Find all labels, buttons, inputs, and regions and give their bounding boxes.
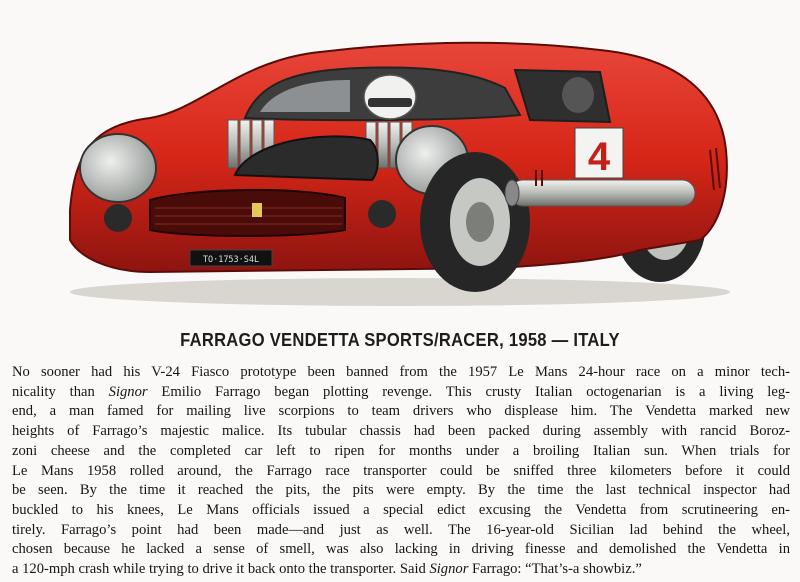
paragraph-line bbox=[12, 560, 790, 580]
front-wheel bbox=[420, 152, 530, 292]
paragraph-line bbox=[12, 442, 790, 462]
text-run: zoni cheese and the completed car left to ripen for months under a broiling Italian sun. When trials for bbox=[12, 442, 790, 459]
plate-text: TO·1753·S4L bbox=[202, 255, 260, 265]
ground-shadow bbox=[70, 278, 730, 306]
paragraph-line bbox=[12, 402, 790, 422]
text-run: buckled to his knees, Le Mans officials issued a special edict excusing the Vendetta from scrutineering en- bbox=[12, 501, 790, 518]
badge-emblem bbox=[252, 203, 262, 217]
text-run: Farrago: “That’s-a showbiz.” bbox=[468, 561, 642, 578]
text-run: a 120-mph crash while trying to drive it back onto the transporter. Said bbox=[12, 561, 430, 578]
paragraph-line bbox=[12, 383, 790, 403]
text-run: be seen. By the time it reached the pits, the pits were empty. By the time the last technical inspector had bbox=[12, 482, 790, 499]
paragraph-line bbox=[12, 481, 790, 501]
side-exhaust bbox=[505, 180, 695, 206]
text-run: chosen because he lacked a sense of smell, was also lacking in driving finesse and demolished the Vendetta in bbox=[12, 541, 790, 558]
italic-text: Signor bbox=[429, 561, 469, 578]
text-run: end, a man famed for mailing live scorpions to team drivers who displease him. The Vendetta marked new bbox=[12, 403, 790, 420]
paragraph-line bbox=[12, 501, 790, 521]
text-run: Emilio Farrago began plotting revenge. This crusty Italian octogenarian is a living leg- bbox=[147, 383, 790, 400]
license-plate bbox=[190, 250, 272, 266]
race-number: 4 bbox=[587, 135, 611, 179]
text-run: nicality than bbox=[12, 383, 109, 400]
text-run: No sooner had his V-24 Fiasco prototype been banned from the 1957 Le Mans 24-hour race on a minor tech- bbox=[12, 364, 790, 380]
left-headlight bbox=[80, 134, 156, 202]
paragraph-line bbox=[12, 540, 790, 560]
paragraph-line bbox=[12, 462, 790, 482]
paragraph-line bbox=[12, 363, 790, 383]
driver-helmet bbox=[364, 75, 416, 119]
paragraph-line bbox=[12, 521, 790, 541]
text-run: tirely. Farrago’s point had been made—and just as well. The 16-year-old Sicilian lad behind the wheel, bbox=[12, 521, 790, 538]
text-run: heights of Farrago’s majestic malice. Its tubular chassis had been packed during assembly with rancid Boroz- bbox=[12, 423, 790, 440]
right-fog-light bbox=[368, 200, 396, 228]
paragraph-line bbox=[12, 422, 790, 442]
front-grille bbox=[150, 190, 345, 236]
article-title: FARRAGO VENDETTA SPORTS/RACER, 1958 — ITALY bbox=[180, 330, 620, 350]
race-number-roundel bbox=[575, 128, 623, 179]
italic-text: Signor bbox=[108, 383, 148, 400]
text-run: Le Mans 1958 rolled around, the Farrago race transporter could be sniffed three kilometers before it could bbox=[12, 462, 790, 479]
left-fog-light bbox=[104, 204, 132, 232]
article-body bbox=[12, 363, 790, 580]
